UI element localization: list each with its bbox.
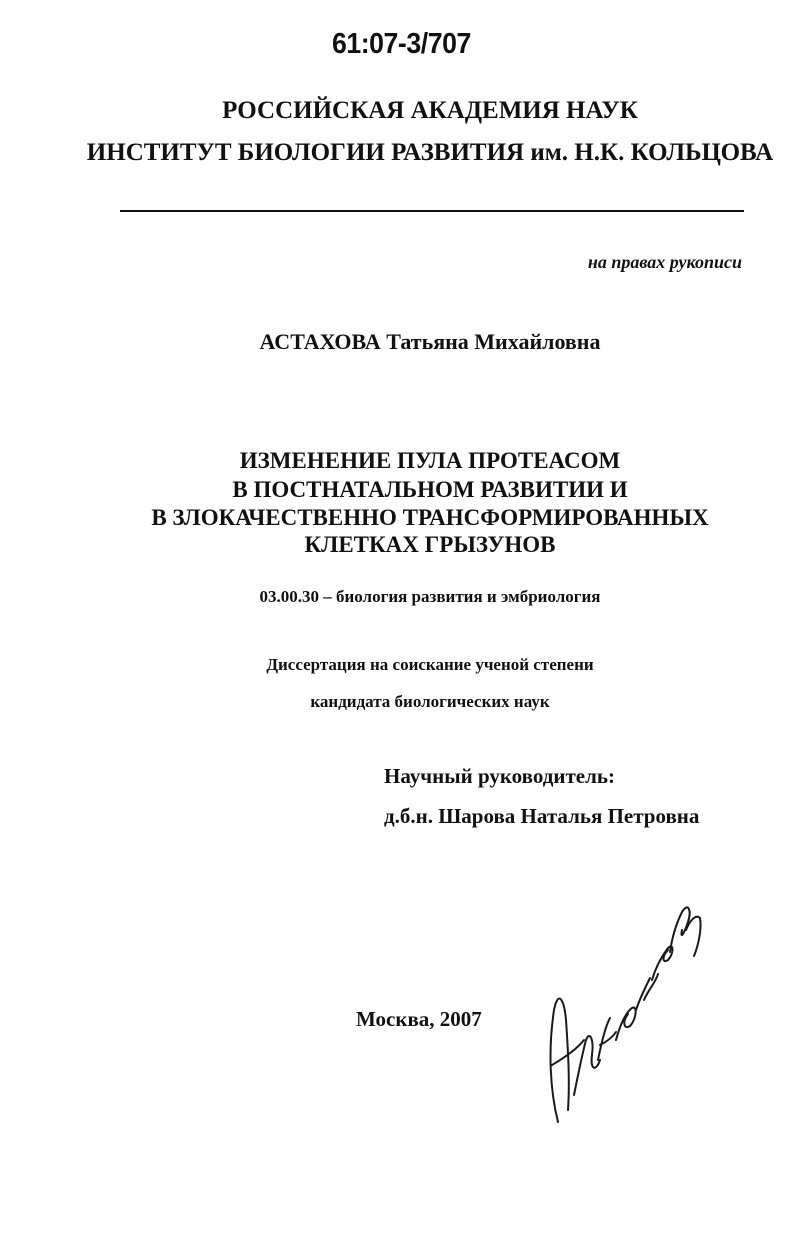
title-line: В ПОСТНАТАЛЬНОМ РАЗВИТИИ И (232, 477, 628, 502)
header-divider (120, 210, 744, 212)
supervisor-name: д.б.н. Шарова Наталья Петровна (384, 804, 700, 828)
specialty-code: 03.00.30 – биология развития и эмбриология (259, 587, 601, 606)
academy-name: РОССИЙСКАЯ АКАДЕМИЯ НАУК (222, 97, 638, 124)
dissertation-degree-line: кандидата биологических наук (310, 692, 550, 711)
title-line: КЛЕТКАХ ГРЫЗУНОВ (304, 532, 556, 557)
rights-note: на правах рукописи (587, 252, 742, 272)
supervisor-label: Научный руководитель: (384, 764, 615, 788)
title-line: ИЗМЕНЕНИЕ ПУЛА ПРОТЕАСОМ (239, 448, 621, 473)
dissertation-degree-line: Диссертация на соискание ученой степени (266, 655, 594, 674)
signature-image (540, 890, 710, 1130)
title-line: В ЗЛОКАЧЕСТВЕННО ТРАНСФОРМИРОВАННЫХ (151, 505, 709, 530)
author-name: АСТАХОВА Татьяна Михайловна (259, 329, 601, 354)
institute-name: ИНСТИТУТ БИОЛОГИИ РАЗВИТИЯ им. Н.К. КОЛЬЦОВА (86, 139, 774, 166)
city-year: Москва, 2007 (356, 1007, 482, 1031)
archive-code: 61:07-3/707 (332, 28, 471, 60)
